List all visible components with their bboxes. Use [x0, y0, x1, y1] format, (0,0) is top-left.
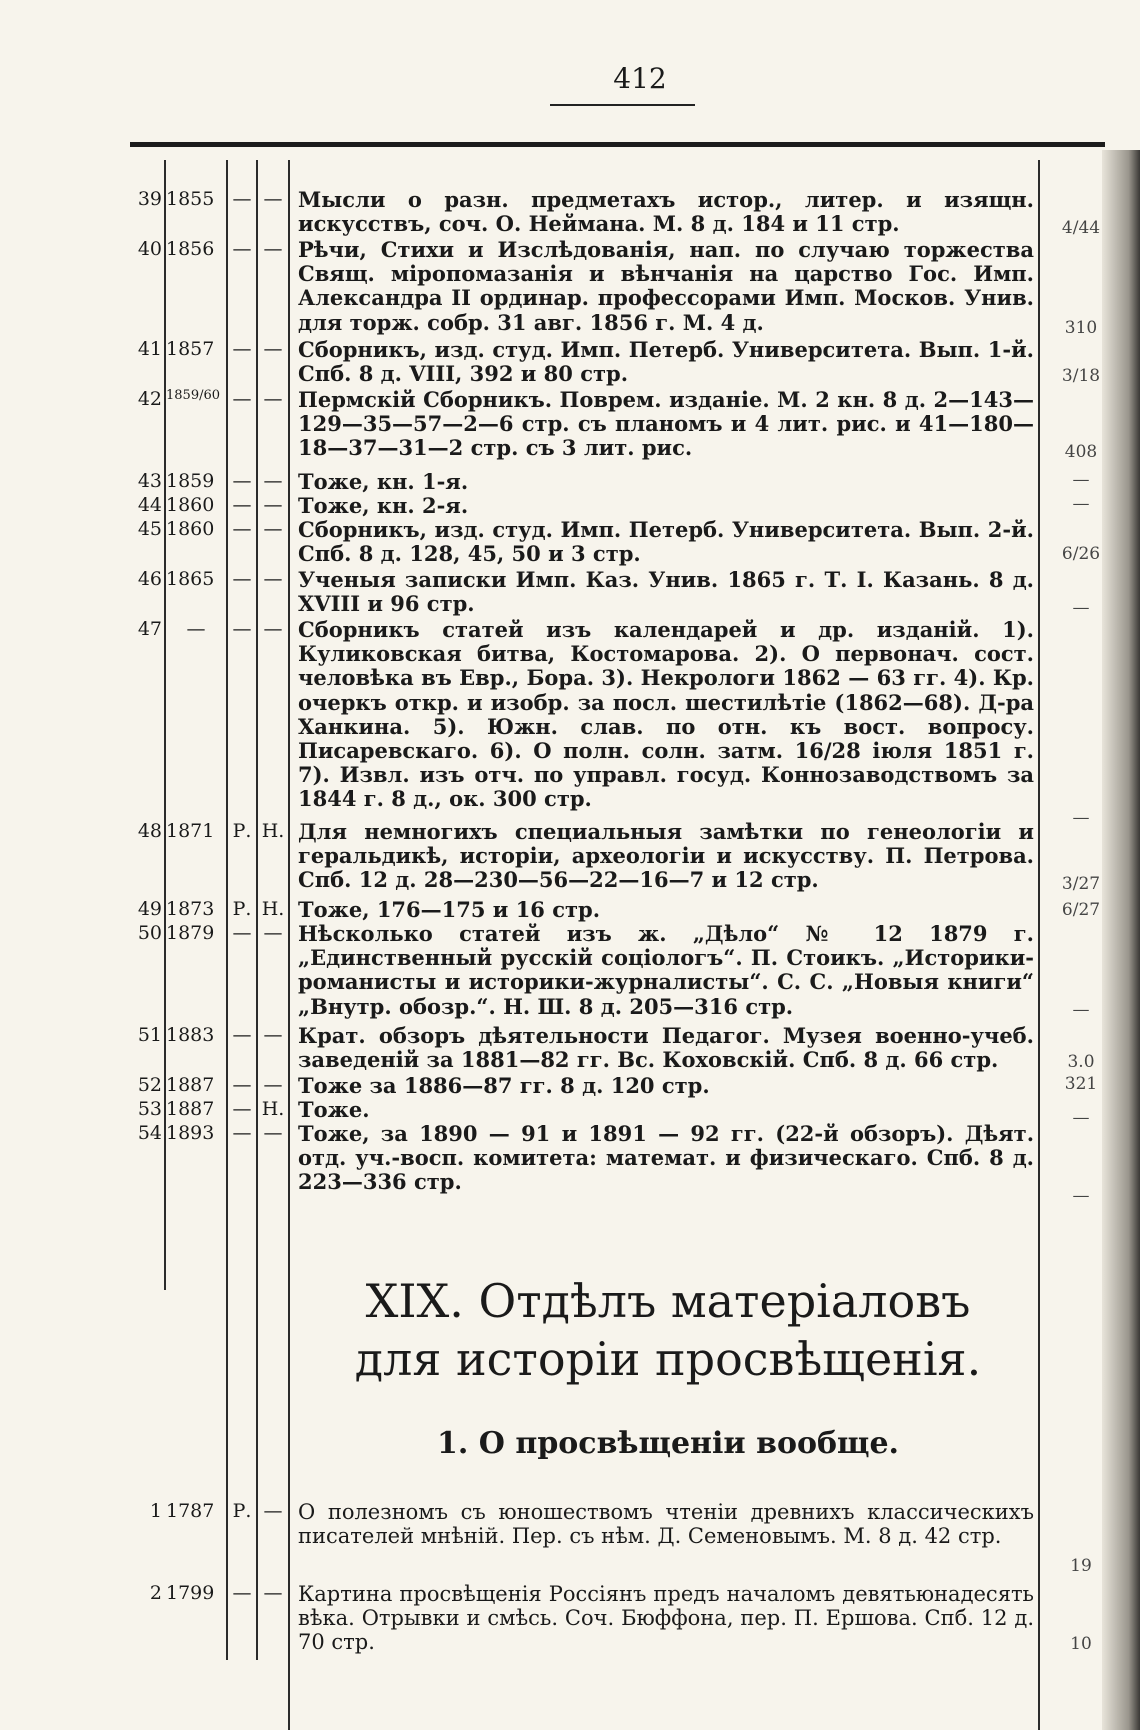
entry-mark-2: Н.	[261, 1098, 285, 1120]
page-number: 412	[613, 62, 667, 95]
entry-number: 44	[137, 494, 162, 516]
entry-description: Сборникъ статей изъ календарей и др. изданій. 1). Куликовская битва, Костомарова. 2). О первонач. сост. человѣка въ Евр., Бора. 3). Некрологи 1862 — 63 гг. 4). Кр. очеркъ откр. и изобр. за посл. шестилѣтіе (1862—68). Д-ра Ханкина. 5). Южн. слав. по отн. къ вост. вопросу. Писаревскаго. 6). О полн. солн. затм. 16/28 іюля 1851 г. 7). Извл. изъ отч. по управл. госуд. Коннозаводствомъ за 1844 г. 8 д., ок. 300 стр.	[298, 617, 1034, 812]
entry-year: —	[186, 618, 206, 640]
entry-year: 1856	[166, 238, 215, 260]
entry-price: —	[1072, 808, 1090, 828]
entry-mark-1: —	[232, 1582, 252, 1604]
entry-price: 6/27	[1061, 900, 1101, 920]
entry-mark-1: —	[232, 188, 252, 210]
entry-number: 42	[137, 388, 162, 410]
section-title-line-2: для исторіи просвѣщенія.	[354, 1332, 982, 1386]
entry-number: 53	[137, 1098, 162, 1120]
column-divider-4	[288, 160, 290, 1730]
entry-mark-1: —	[232, 494, 252, 516]
entry-number: 51	[137, 1024, 162, 1046]
entry-description: Тоже, кн. 1-я.	[298, 469, 469, 494]
entry-year: 1887	[166, 1074, 215, 1096]
entry-mark-2: —	[263, 568, 283, 590]
entry-year: 1879	[166, 922, 215, 944]
entry-mark-1: —	[232, 1024, 252, 1046]
entry-number: 54	[137, 1122, 162, 1144]
entry-mark-2: —	[263, 1500, 283, 1522]
entry-price: 10	[1070, 1634, 1092, 1654]
entry-price: —	[1072, 1186, 1090, 1206]
entry-year: 1883	[166, 1024, 215, 1046]
entry-mark-2: —	[263, 470, 283, 492]
entry-mark-1: Р.	[232, 1500, 252, 1522]
entry-number: 52	[137, 1074, 162, 1096]
entry-year: 1871	[166, 820, 215, 842]
entry-description: Картина просвѣщенія Россіянъ предъ началомъ девятьюнадесять вѣка. Отрывки и смѣсь. Соч. Бюффона, пер. П. Ершова. Спб. 12 д. 70 стр.	[298, 1582, 1034, 1655]
entry-mark-2: —	[263, 518, 283, 540]
entry-description: Для немногихъ специальныя замѣтки по генеологіи и геральдикѣ, исторіи, археологіи и искусству. П. Петрова. Спб. 12 д. 28—230—56—22—16—7 и 12 стр.	[298, 819, 1034, 893]
entry-description: Тоже за 1886—87 гг. 8 д. 120 стр.	[298, 1073, 710, 1098]
entry-price: —	[1072, 1108, 1090, 1128]
entry-mark-1: Р.	[232, 820, 252, 842]
entry-mark-1: —	[232, 388, 252, 410]
entry-year: 1873	[166, 898, 215, 920]
entry-mark-1: —	[232, 618, 252, 640]
entry-number: 48	[137, 820, 162, 842]
entry-year: 1857	[166, 338, 215, 360]
column-divider-1	[164, 160, 166, 1290]
entry-number: 40	[137, 238, 162, 260]
entry-mark-2: —	[263, 1074, 283, 1096]
entry-number: 43	[137, 470, 162, 492]
entry-mark-1: —	[232, 238, 252, 260]
entry-description: О полезномъ съ юношествомъ чтеніи древнихъ классическихъ писателей мнѣній. Пер. съ нѣм. Д. Семеновымъ. М. 8 д. 42 стр.	[298, 1500, 1034, 1549]
entry-mark-2: —	[263, 388, 283, 410]
entry-number: 39	[137, 188, 162, 210]
entry-mark-2: —	[263, 922, 283, 944]
entry-description: Крат. обзоръ дѣятельности Педагог. Музея военно-учеб. заведеній за 1881—82 гг. Вс. Коховскій. Спб. 8 д. 66 стр.	[298, 1023, 1034, 1073]
entry-description: Нѣсколько статей изъ ж. „Дѣло“ № 12 1879 г. „Единственный русскій соціологъ“. П. Стоикъ. „Историки-романисты и историки-журналисты“. С. С. „Новыя книги“ „Внутр. обозр.“. Н. Ш. 8 д. 205—316 стр.	[298, 921, 1034, 1019]
entry-year: 1887	[166, 1098, 215, 1120]
entry-price: 321	[1064, 1074, 1098, 1094]
entry-mark-2: —	[263, 238, 283, 260]
entry-number: 41	[137, 338, 162, 360]
entry-mark-1: —	[232, 1098, 252, 1120]
entry-price: 19	[1070, 1556, 1092, 1576]
entry-mark-1: —	[232, 338, 252, 360]
entry-mark-2: —	[263, 494, 283, 516]
entry-year: 1865	[166, 568, 215, 590]
entry-price: 3/27	[1061, 874, 1101, 894]
section-title-line-1: XIX. Отдѣлъ матеріаловъ	[365, 1274, 971, 1328]
entry-year: 1799	[166, 1582, 215, 1604]
column-divider-3	[256, 160, 258, 1660]
entry-price: —	[1072, 494, 1090, 514]
section-title	[298, 1272, 1038, 1388]
entry-mark-1: —	[232, 1122, 252, 1144]
entry-mark-1: —	[232, 1074, 252, 1096]
page-number-rule	[550, 104, 695, 106]
entry-mark-2: —	[263, 188, 283, 210]
entry-description: Тоже, 176—175 и 16 стр.	[298, 897, 601, 922]
entry-year: 1860	[166, 494, 215, 516]
page-edge-shadow	[1102, 150, 1140, 1730]
entry-number: 46	[137, 568, 162, 590]
entry-number: 47	[137, 618, 162, 640]
header-rule	[130, 142, 1105, 147]
entry-mark-2: Н.	[261, 898, 285, 920]
entry-description: Ученыя записки Имп. Каз. Унив. 1865 г. Т. I. Казань. 8 д. XVIII и 96 стр.	[298, 567, 1034, 617]
entry-year: 1787	[166, 1500, 215, 1522]
entry-price: 6/26	[1061, 544, 1101, 564]
entry-mark-2: —	[263, 1024, 283, 1046]
entry-price: —	[1072, 470, 1090, 490]
entry-price: —	[1072, 598, 1090, 618]
entry-number: 49	[137, 898, 162, 920]
entry-price: 4/44	[1061, 218, 1101, 238]
entry-price: 310	[1064, 318, 1098, 338]
entry-mark-1: Р.	[232, 898, 252, 920]
entry-description: Тоже, за 1890 — 91 и 1891 — 92 гг. (22-й обзоръ). Дѣят. отд. уч.-восп. комитета: математ. и физическаго. Спб. 8 д. 223—336 стр.	[298, 1121, 1034, 1195]
subsection-title: 1. О просвѣщеніи вообще.	[437, 1426, 899, 1461]
entry-description: Тоже, кн. 2-я.	[298, 493, 469, 518]
entry-mark-2: —	[263, 1582, 283, 1604]
entry-description: Сборникъ, изд. студ. Имп. Петерб. Университета. Вып. 1-й. Спб. 8 д. VIII, 392 и 80 стр.	[298, 337, 1034, 387]
entry-price: 408	[1064, 442, 1098, 462]
entry-description: Мысли о разн. предметахъ истор., литер. и изящн. искусствъ, соч. О. Неймана. М. 8 д. 184 и 11 стр.	[298, 187, 1034, 237]
entry-price: 3.0	[1067, 1052, 1095, 1072]
entry-mark-2: Н.	[261, 820, 285, 842]
entry-mark-2: —	[263, 338, 283, 360]
entry-number: 1	[149, 1500, 162, 1522]
entry-mark-1: —	[232, 922, 252, 944]
entry-year: 1893	[166, 1122, 215, 1144]
entry-description: Сборникъ, изд. студ. Имп. Петерб. Университета. Вып. 2-й. Спб. 8 д. 128, 45, 50 и 3 стр.	[298, 517, 1034, 567]
entry-year: 1859	[166, 470, 215, 492]
entry-year: 1860	[166, 518, 215, 540]
entry-description: Тоже.	[298, 1097, 370, 1122]
entry-year: 1855	[166, 188, 215, 210]
entry-description: Рѣчи, Стихи и Изслѣдованія, нап. по случаю торжества Свящ. міропомазанія и вѣнчанія на царство Гос. Имп. Александра II ординар. профессорами Имп. Москов. Унив. для торж. собр. 31 авг. 1856 г. М. 4 д.	[298, 237, 1034, 335]
entry-number: 50	[137, 922, 162, 944]
entry-mark-2: —	[263, 618, 283, 640]
entry-year: 1859/60	[166, 388, 221, 403]
entry-number: 45	[137, 518, 162, 540]
entry-number: 2	[149, 1582, 162, 1604]
entry-mark-1: —	[232, 470, 252, 492]
entry-description: Пермскій Сборникъ. Поврем. изданіе. М. 2 кн. 8 д. 2—143—129—35—57—2—6 стр. съ планомъ и 4 лит. рис. и 41—180—18—37—31—2 стр. съ 3 лит. рис.	[298, 387, 1034, 461]
entry-price: —	[1072, 1000, 1090, 1020]
entry-price: 3/18	[1061, 366, 1101, 386]
entry-mark-1: —	[232, 518, 252, 540]
column-divider-5	[1038, 160, 1040, 1730]
entry-mark-2: —	[263, 1122, 283, 1144]
entry-mark-1: —	[232, 568, 252, 590]
